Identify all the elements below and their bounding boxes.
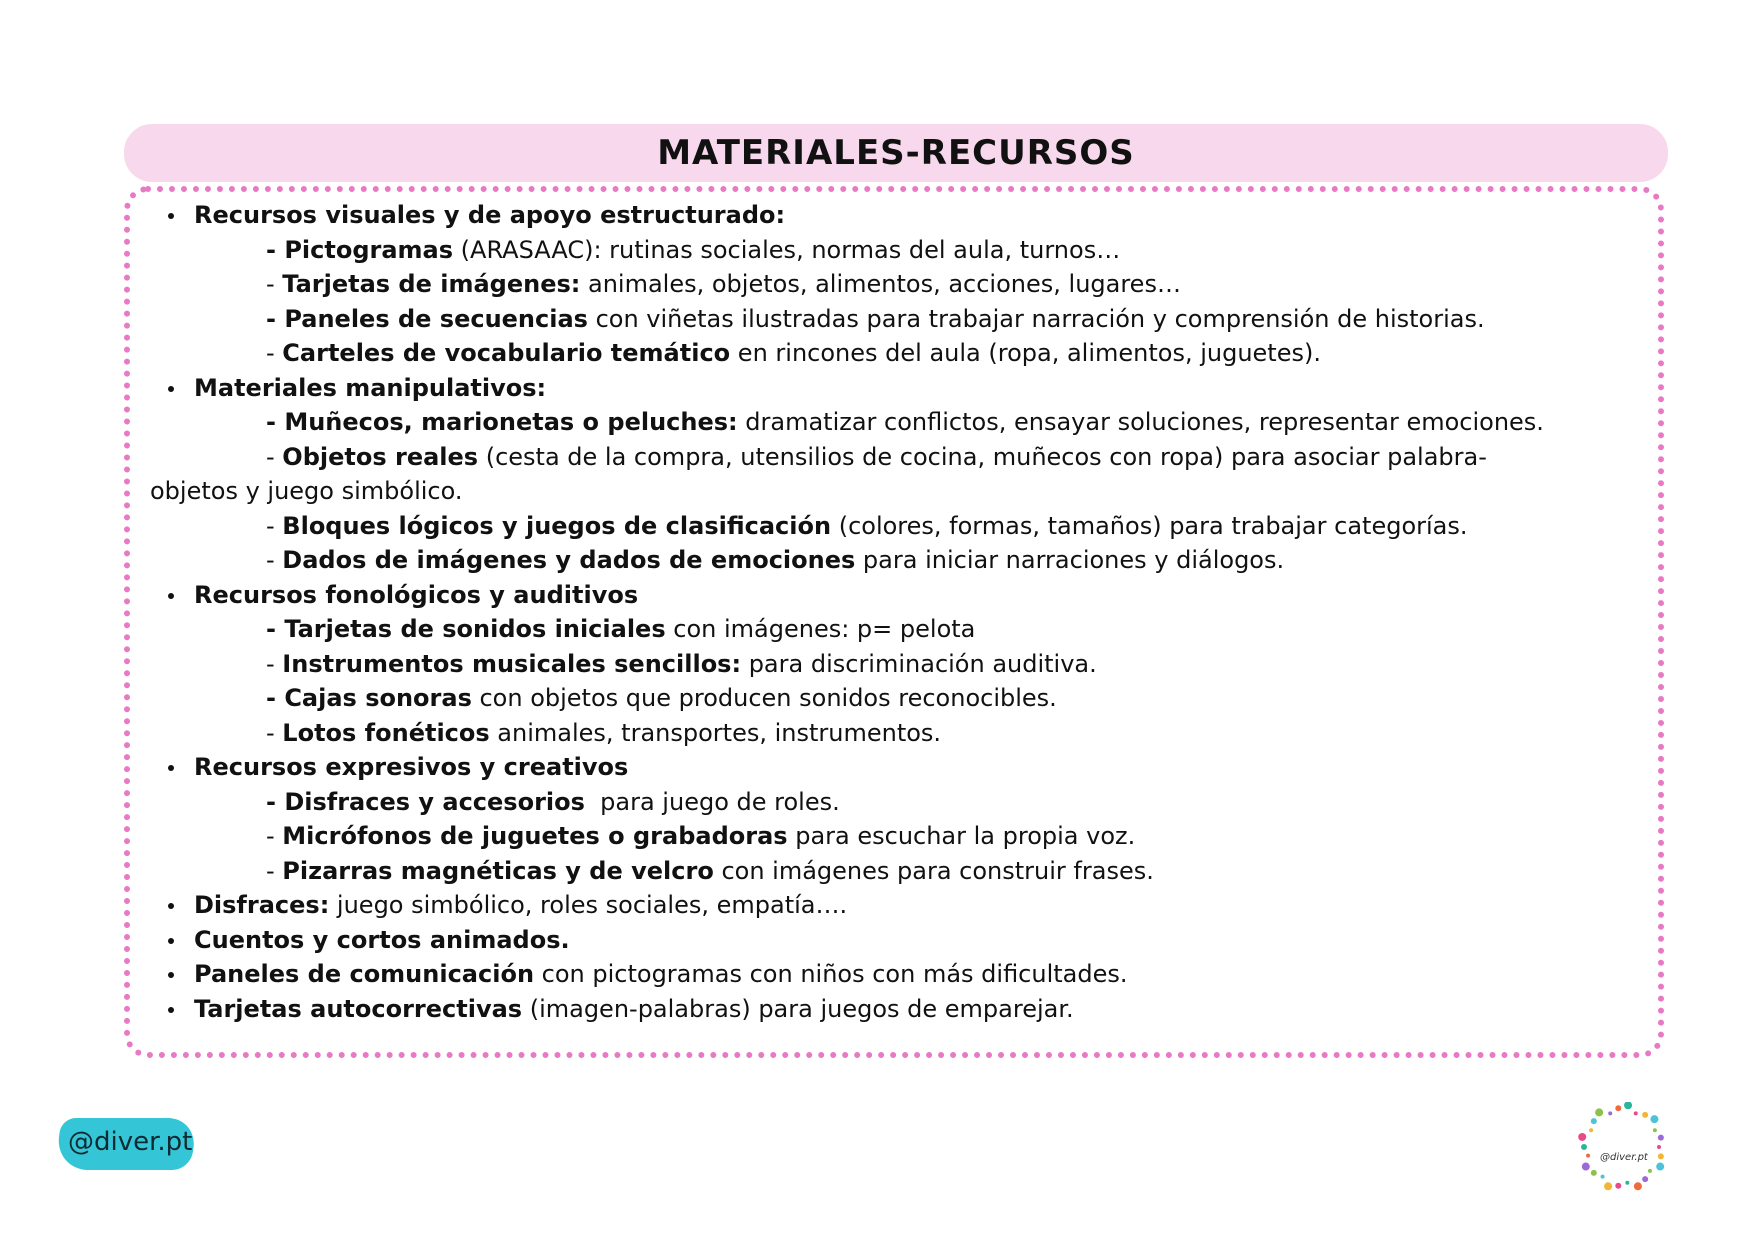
item-heading: Materiales manipulativos: (194, 373, 547, 402)
logo-dot (1634, 1182, 1642, 1190)
page-title: MATERIALES-RECURSOS (657, 133, 1135, 173)
sub-list-item (150, 543, 1650, 578)
logo-dot (1615, 1105, 1621, 1111)
item-text: animales, objetos, alimentos, acciones, lugares… (580, 270, 1181, 298)
item-heading: - Disfraces y accesorios (266, 787, 585, 816)
item-text: (colores, formas, tamaños) para trabajar categorías. (831, 511, 1468, 540)
brand-logo-icon (1578, 1102, 1668, 1192)
item-text: con objetos que producen sonidos reconocibles. (471, 684, 1057, 712)
dash-prefix: - (266, 822, 283, 850)
logo-dot (1658, 1135, 1664, 1141)
dash-prefix: - (266, 546, 283, 574)
item-text: con imágenes: p= pelota (665, 615, 976, 643)
logo-dot (1642, 1112, 1648, 1118)
item-text: para juego de roles. (584, 787, 840, 816)
logo-dot (1591, 1170, 1597, 1176)
logo-dot (1656, 1163, 1664, 1171)
item-text: para discriminación auditiva. (741, 649, 1097, 678)
item-heading: Bloques lógicos y juegos de clasificación (282, 511, 832, 540)
logo-dot (1615, 1183, 1621, 1189)
logo-dot (1657, 1145, 1661, 1149)
item-heading: Paneles de comunicación (194, 960, 535, 988)
title-banner (124, 124, 1668, 182)
item-text: con pictogramas con niños con más dificultades. (534, 960, 1128, 988)
logo-dot (1653, 1128, 1657, 1132)
dash-prefix: - (266, 442, 283, 471)
logo-dot (1581, 1144, 1587, 1150)
dash-prefix: - (266, 718, 283, 747)
sub-list-item (150, 681, 1650, 716)
sub-list-item (150, 647, 1650, 682)
logo-dot (1658, 1153, 1664, 1159)
logo-dot (1642, 1176, 1648, 1182)
item-text: dramatizar conflictos, ensayar soluciones, representar emociones. (737, 408, 1544, 436)
item-text: en rincones del aula (ropa, alimentos, juguetes). (730, 339, 1321, 367)
item-heading: - Muñecos, marionetas o peluches: (266, 408, 738, 436)
item-heading: Cuentos y cortos animados. (194, 925, 570, 954)
item-heading: Pizarras magnéticas y de velcro (282, 856, 714, 885)
item-heading: - Pictogramas (266, 235, 454, 264)
item-text: animales, transportes, instrumentos. (489, 718, 942, 747)
item-heading: - Cajas sonoras (266, 684, 472, 712)
sub-list-item (150, 440, 1650, 475)
item-heading: Tarjetas autocorrectivas (194, 994, 523, 1023)
logo-dot (1625, 1181, 1629, 1185)
list-item (150, 750, 1650, 785)
sub-list-item (150, 854, 1650, 889)
item-text: (cesta de la compra, utensilios de cocina, muñecos con ropa) para asociar palabra- (478, 442, 1487, 471)
bullet-icon (168, 765, 174, 771)
item-heading: Micrófonos de juguetes o grabadoras (282, 822, 788, 850)
item-text: (ARASAAC): rutinas sociales, normas del aula, turnos… (453, 235, 1121, 264)
list-item-continuation (150, 474, 1650, 509)
sub-list-item (150, 509, 1650, 544)
sub-list-item (150, 819, 1650, 854)
bullet-icon (168, 213, 174, 219)
item-heading: Carteles de vocabulario temático (282, 339, 731, 367)
bullet-icon (168, 938, 174, 944)
logo-dot (1595, 1108, 1603, 1116)
item-text: con viñetas ilustradas para trabajar narración y comprensión de historias. (587, 304, 1485, 333)
dash-prefix: - (266, 339, 283, 367)
item-heading: Dados de imágenes y dados de emociones (282, 546, 856, 574)
item-heading: Lotos fonéticos (282, 718, 490, 747)
item-text: juego simbólico, roles sociales, empatía…. (329, 891, 848, 919)
sub-list-item (150, 336, 1650, 371)
item-heading: - Tarjetas de sonidos iniciales (266, 615, 666, 643)
item-text: objetos y juego simbólico. (150, 477, 463, 505)
bullet-icon (168, 903, 174, 909)
logo-dot (1586, 1154, 1590, 1158)
bullet-icon (168, 1007, 174, 1013)
list-item (150, 578, 1650, 613)
bullet-icon (168, 386, 174, 392)
logo-handle-text: @diver.pt (1600, 1152, 1648, 1163)
logo-dot (1650, 1115, 1658, 1123)
list-item (150, 923, 1650, 958)
item-text: (imagen-palabras) para juegos de emparejar. (522, 994, 1074, 1023)
list-item (150, 957, 1650, 992)
item-heading: Recursos fonológicos y auditivos (194, 580, 639, 609)
logo-dot (1601, 1175, 1605, 1179)
list-item (150, 198, 1650, 233)
item-text: para escuchar la propia voz. (787, 822, 1136, 850)
logo-dot (1604, 1182, 1612, 1190)
item-heading: - Paneles de secuencias (266, 304, 588, 333)
list-item (150, 371, 1650, 406)
logo-dot (1591, 1118, 1597, 1124)
sub-list-item (150, 612, 1650, 647)
sub-list-item (150, 302, 1650, 337)
logo-dot (1608, 1111, 1612, 1115)
dash-prefix: - (266, 649, 283, 678)
logo-dot (1582, 1163, 1590, 1171)
sub-list-item (150, 716, 1650, 751)
logo-dot (1634, 1111, 1638, 1115)
item-heading: Instrumentos musicales sencillos: (282, 649, 742, 678)
bullet-icon (168, 972, 174, 978)
list-item (150, 992, 1650, 1027)
resource-list (150, 198, 1650, 1026)
bullet-icon (168, 593, 174, 599)
logo-dot (1624, 1102, 1632, 1109)
item-text: para iniciar narraciones y diálogos. (855, 546, 1285, 574)
dash-prefix: - (266, 856, 283, 885)
sub-list-item (150, 267, 1650, 302)
item-heading: Tarjetas de imágenes: (282, 270, 581, 298)
item-heading: Objetos reales (282, 442, 479, 471)
item-text: con imágenes para construir frases. (713, 856, 1154, 885)
logo-dot (1578, 1133, 1586, 1141)
item-heading: Recursos visuales y de apoyo estructurado: (194, 201, 786, 229)
dash-prefix: - (266, 511, 283, 540)
item-heading: Recursos expresivos y creativos (194, 753, 629, 781)
logo-dot (1648, 1169, 1652, 1173)
sub-list-item (150, 785, 1650, 820)
footer-handle: @diver.pt (68, 1127, 193, 1157)
logo-dot (1589, 1128, 1593, 1132)
sub-list-item (150, 233, 1650, 268)
sub-list-item (150, 405, 1650, 440)
item-heading: Disfraces: (194, 891, 330, 919)
list-item (150, 888, 1650, 923)
dash-prefix: - (266, 270, 283, 298)
